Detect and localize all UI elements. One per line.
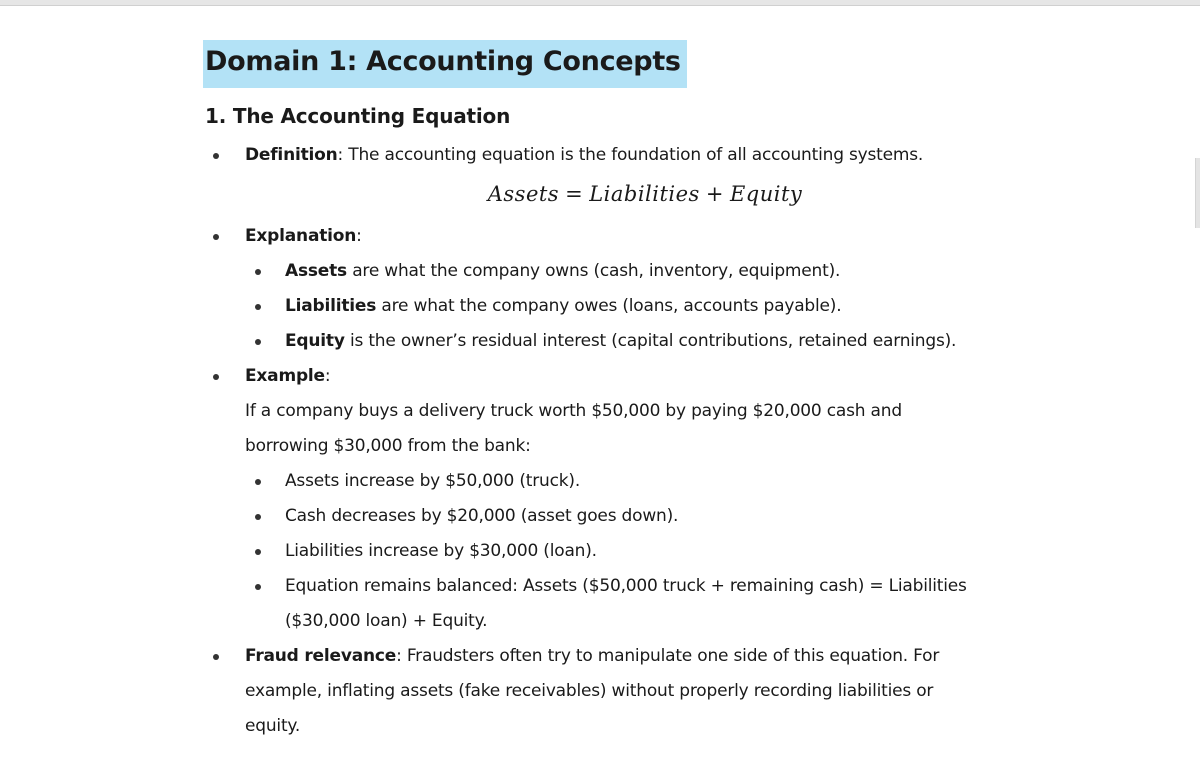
fraud-item bbox=[205, 639, 985, 744]
list-item: Cash decreases by $20,000 (asset goes down). bbox=[245, 499, 1005, 534]
equation-liabilities: Liabilities bbox=[589, 182, 700, 206]
example-sub-list bbox=[245, 464, 1005, 639]
term-liabilities-text: are what the company owes (loans, accounts payable). bbox=[376, 296, 842, 316]
list-item bbox=[245, 289, 1005, 324]
fraud-label: Fraud relevance bbox=[245, 646, 397, 666]
main-bullet-list bbox=[205, 138, 1005, 744]
list-item bbox=[245, 324, 1005, 359]
example-item bbox=[205, 359, 1005, 639]
fraud-text: : Fraudsters often try to manipulate one side of this equation. For example, inflating assets (fake receivables) without properly recording liabilities or equity. bbox=[245, 646, 940, 736]
equation-equals: = bbox=[565, 182, 584, 206]
explanation-item bbox=[205, 219, 1005, 359]
list-item: Equation remains balanced: Assets ($50,000 truck + remaining cash) = Liabilities ($30,000 loan) + Equity. bbox=[245, 569, 995, 639]
list-item: Liabilities increase by $30,000 (loan). bbox=[245, 534, 1005, 569]
term-liabilities: Liabilities bbox=[285, 296, 377, 316]
explanation-label: Explanation bbox=[245, 226, 357, 246]
equation-assets: Assets bbox=[487, 182, 560, 206]
document-body bbox=[205, 40, 1005, 744]
definition-label: Definition bbox=[245, 145, 338, 165]
term-assets-text: are what the company owns (cash, inventory, equipment). bbox=[346, 261, 841, 281]
example-colon: : bbox=[324, 366, 331, 386]
list-item: Assets increase by $50,000 (truck). bbox=[245, 464, 1005, 499]
example-intro: If a company buys a delivery truck worth $50,000 by paying $20,000 cash and borrowing $30,000 from the bank: bbox=[245, 401, 902, 456]
equation-equity: Equity bbox=[729, 182, 803, 206]
section-heading: 1. The Accounting Equation bbox=[205, 104, 511, 128]
term-assets: Assets bbox=[285, 261, 347, 281]
example-label: Example bbox=[245, 366, 325, 386]
window-top-border bbox=[0, 0, 1200, 6]
term-equity: Equity bbox=[285, 331, 345, 351]
term-equity-text: is the owner’s residual interest (capital contributions, retained earnings). bbox=[344, 331, 957, 351]
definition-item bbox=[205, 138, 1005, 209]
scrollbar-thumb[interactable] bbox=[1195, 158, 1200, 228]
definition-text: : The accounting equation is the foundation of all accounting systems. bbox=[337, 145, 924, 165]
list-item bbox=[245, 254, 1005, 289]
explanation-sub-list bbox=[245, 254, 1005, 359]
explanation-colon: : bbox=[356, 226, 362, 246]
page-title: Domain 1: Accounting Concepts bbox=[203, 40, 687, 88]
accounting-equation bbox=[245, 179, 1005, 209]
equation-plus: + bbox=[705, 182, 724, 206]
